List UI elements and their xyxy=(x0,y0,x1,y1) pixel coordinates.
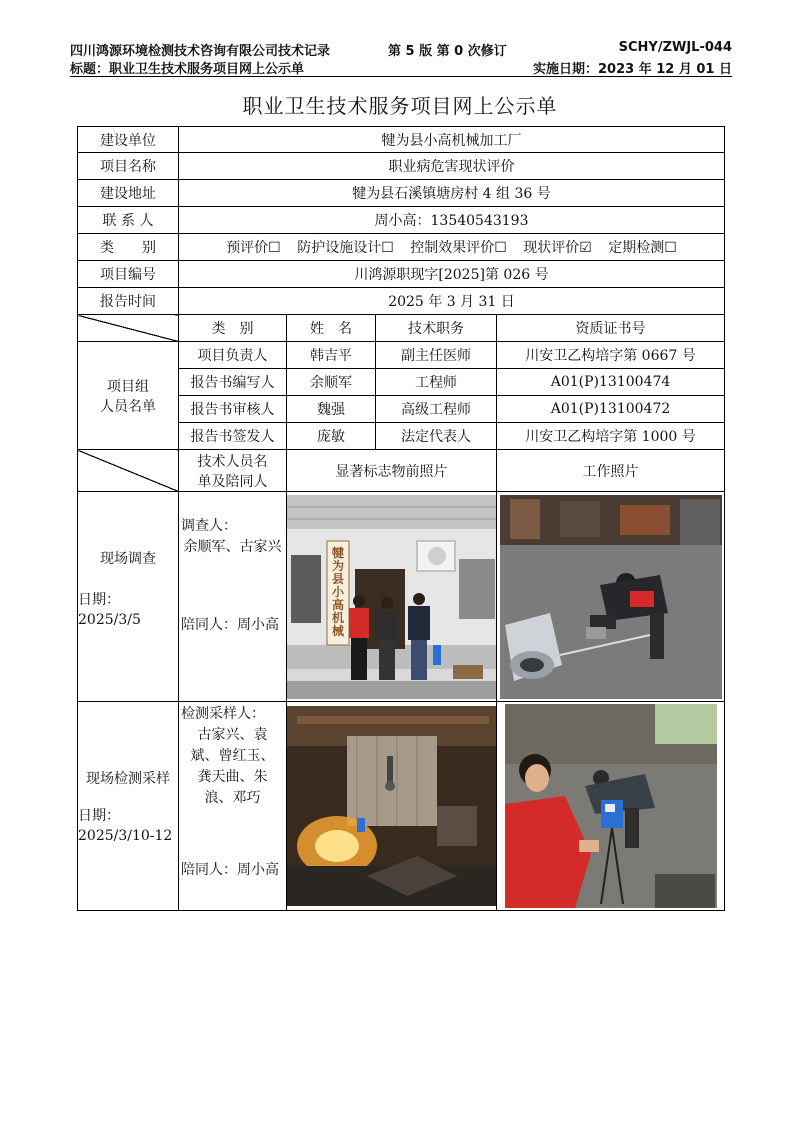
team-header-name: 姓 名 xyxy=(287,315,376,342)
effective-date: 实施日期：2023 年 12 月 01 日 xyxy=(533,62,732,77)
team-group-label-2: 人员名单 xyxy=(100,398,156,415)
work-photo-header: 工作照片 xyxy=(497,450,725,492)
table-cell: A01(P)13100472 xyxy=(497,396,725,423)
table-cell: 高级工程师 xyxy=(376,396,497,423)
team-header-cert: 资质证书号 xyxy=(497,315,725,342)
table-cell: 报告书审核人 xyxy=(179,396,287,423)
staff-header xyxy=(179,450,287,492)
unit-value: 犍为县小高机械加工厂 xyxy=(179,127,725,153)
sign-char-3: 县 xyxy=(331,571,345,586)
table-cell: 报告书编写人 xyxy=(179,369,287,396)
table-cell: A01(P)13100474 xyxy=(497,369,725,396)
category-pre-evaluation: 预评价☐ xyxy=(226,240,281,256)
sign-char-1: 犍 xyxy=(331,545,345,560)
report-time-value: 2025 年 3 月 31 日 xyxy=(179,288,725,315)
sampling-date-value: 2025/3/10-12 xyxy=(78,828,173,844)
table-cell: 庞敏 xyxy=(287,423,376,450)
sampler-label: 检测采样人： xyxy=(181,706,265,722)
version-text: 第 5 版 第 0 次修订 xyxy=(388,44,507,59)
diagonal-cell xyxy=(78,450,179,492)
category-protection-design: 防护设施设计☐ xyxy=(297,240,394,256)
worker-grinding-photo xyxy=(500,495,722,699)
sampling-technician-photo xyxy=(505,704,717,908)
sampling-cell xyxy=(78,702,179,911)
survey-companion-label: 陪同人： xyxy=(181,617,237,633)
unit-label: 建设单位 xyxy=(78,127,179,153)
survey-date-value: 2025/3/5 xyxy=(78,612,141,628)
sampling-companion-name: 周小高 xyxy=(237,862,279,878)
disclosure-table xyxy=(77,126,725,911)
survey-people xyxy=(179,492,287,702)
doc-header-line1 xyxy=(70,40,732,58)
doc-code: SCHY/ZWJL-044 xyxy=(618,40,732,55)
sampling-people xyxy=(179,702,287,911)
sign-char-2: 为 xyxy=(331,558,345,573)
team-group-label-1: 项目组 xyxy=(107,378,149,395)
table-cell: 川安卫乙构培字第 0667 号 xyxy=(497,342,725,369)
investigator-names: 余顺军、古家兴 xyxy=(183,539,282,555)
survey-work-photo-cell xyxy=(497,492,725,702)
team-group-label xyxy=(78,342,179,450)
category-periodic-testing: 定期检测☐ xyxy=(608,240,677,256)
table-cell: 余顺军 xyxy=(287,369,376,396)
foundry-furnace-photo xyxy=(287,706,497,906)
sign-char-6: 机 xyxy=(331,610,345,625)
investigator-label: 调查人： xyxy=(181,518,237,534)
person-navy-jacket xyxy=(408,593,430,680)
sampling-work-photo xyxy=(505,704,717,908)
table-cell: 川安卫乙构培字第 1000 号 xyxy=(497,423,725,450)
sign-char-4: 小 xyxy=(331,584,345,599)
survey-date-label: 日期： xyxy=(78,592,120,608)
project-number-value: 川鸿源职现字[2025]第 026 号 xyxy=(179,261,725,288)
address-value: 犍为县石溪镇塘房村 4 组 36 号 xyxy=(179,180,725,207)
sampling-companion-label: 陪同人： xyxy=(181,862,237,878)
survey-cell xyxy=(78,492,179,702)
category-control-evaluation: 控制效果评价☐ xyxy=(410,240,507,256)
team-header-title: 技术职务 xyxy=(376,315,497,342)
sign-char-7: 械 xyxy=(331,623,345,638)
report-time-label: 报告时间 xyxy=(78,288,179,315)
project-name-label: 项目名称 xyxy=(78,153,179,180)
category-options xyxy=(179,234,725,261)
sampling-sign-photo-cell xyxy=(287,702,497,911)
sampling-date-label: 日期： xyxy=(78,808,120,824)
table-cell: 魏强 xyxy=(287,396,376,423)
sampler-names: 古家兴、袁斌、曾红玉、龚天曲、朱浪、邓巧 xyxy=(190,727,275,806)
table-cell: 法定代表人 xyxy=(376,423,497,450)
sampling-title: 现场检测采样 xyxy=(86,771,170,787)
page-title: 职业卫生技术服务项目网上公示单 xyxy=(242,94,558,118)
survey-title: 现场调查 xyxy=(100,551,156,567)
diagonal-cell xyxy=(78,315,179,342)
table-cell: 副主任医师 xyxy=(376,342,497,369)
factory-sign-photo xyxy=(287,495,497,699)
sampling-work-photo-cell xyxy=(497,702,725,911)
project-name-value: 职业病危害现状评价 xyxy=(179,153,725,180)
staff-header-line2: 单及陪同人 xyxy=(197,473,268,490)
doc-subject: 标题：职业卫生技术服务项目网上公示单 xyxy=(70,62,305,77)
table-cell: 报告书签发人 xyxy=(179,423,287,450)
work-photo xyxy=(500,495,722,699)
contact-label: 联 系 人 xyxy=(78,207,179,234)
table-cell: 韩吉平 xyxy=(287,342,376,369)
address-label: 建设地址 xyxy=(78,180,179,207)
staff-header-line1: 技术人员名 xyxy=(197,453,268,470)
sign-photo xyxy=(287,495,497,699)
category-label: 类 别 xyxy=(78,234,179,261)
table-cell: 项目负责人 xyxy=(179,342,287,369)
company-record-title: 四川鸿源环境检测技术咨询有限公司技术记录 xyxy=(70,44,331,59)
table-cell: 工程师 xyxy=(376,369,497,396)
team-header-category: 类 别 xyxy=(179,315,287,342)
sign-char-5: 高 xyxy=(331,597,345,612)
category-status-evaluation: 现状评价☑ xyxy=(523,240,592,256)
survey-companion-name: 周小高 xyxy=(237,617,279,633)
project-number-label: 项目编号 xyxy=(78,261,179,288)
furnace-photo xyxy=(287,706,497,906)
survey-sign-photo-cell xyxy=(287,492,497,702)
doc-header-line2 xyxy=(70,58,732,77)
contact-value: 周小高：13540543193 xyxy=(179,207,725,234)
sign-photo-header: 显著标志物前照片 xyxy=(287,450,497,492)
